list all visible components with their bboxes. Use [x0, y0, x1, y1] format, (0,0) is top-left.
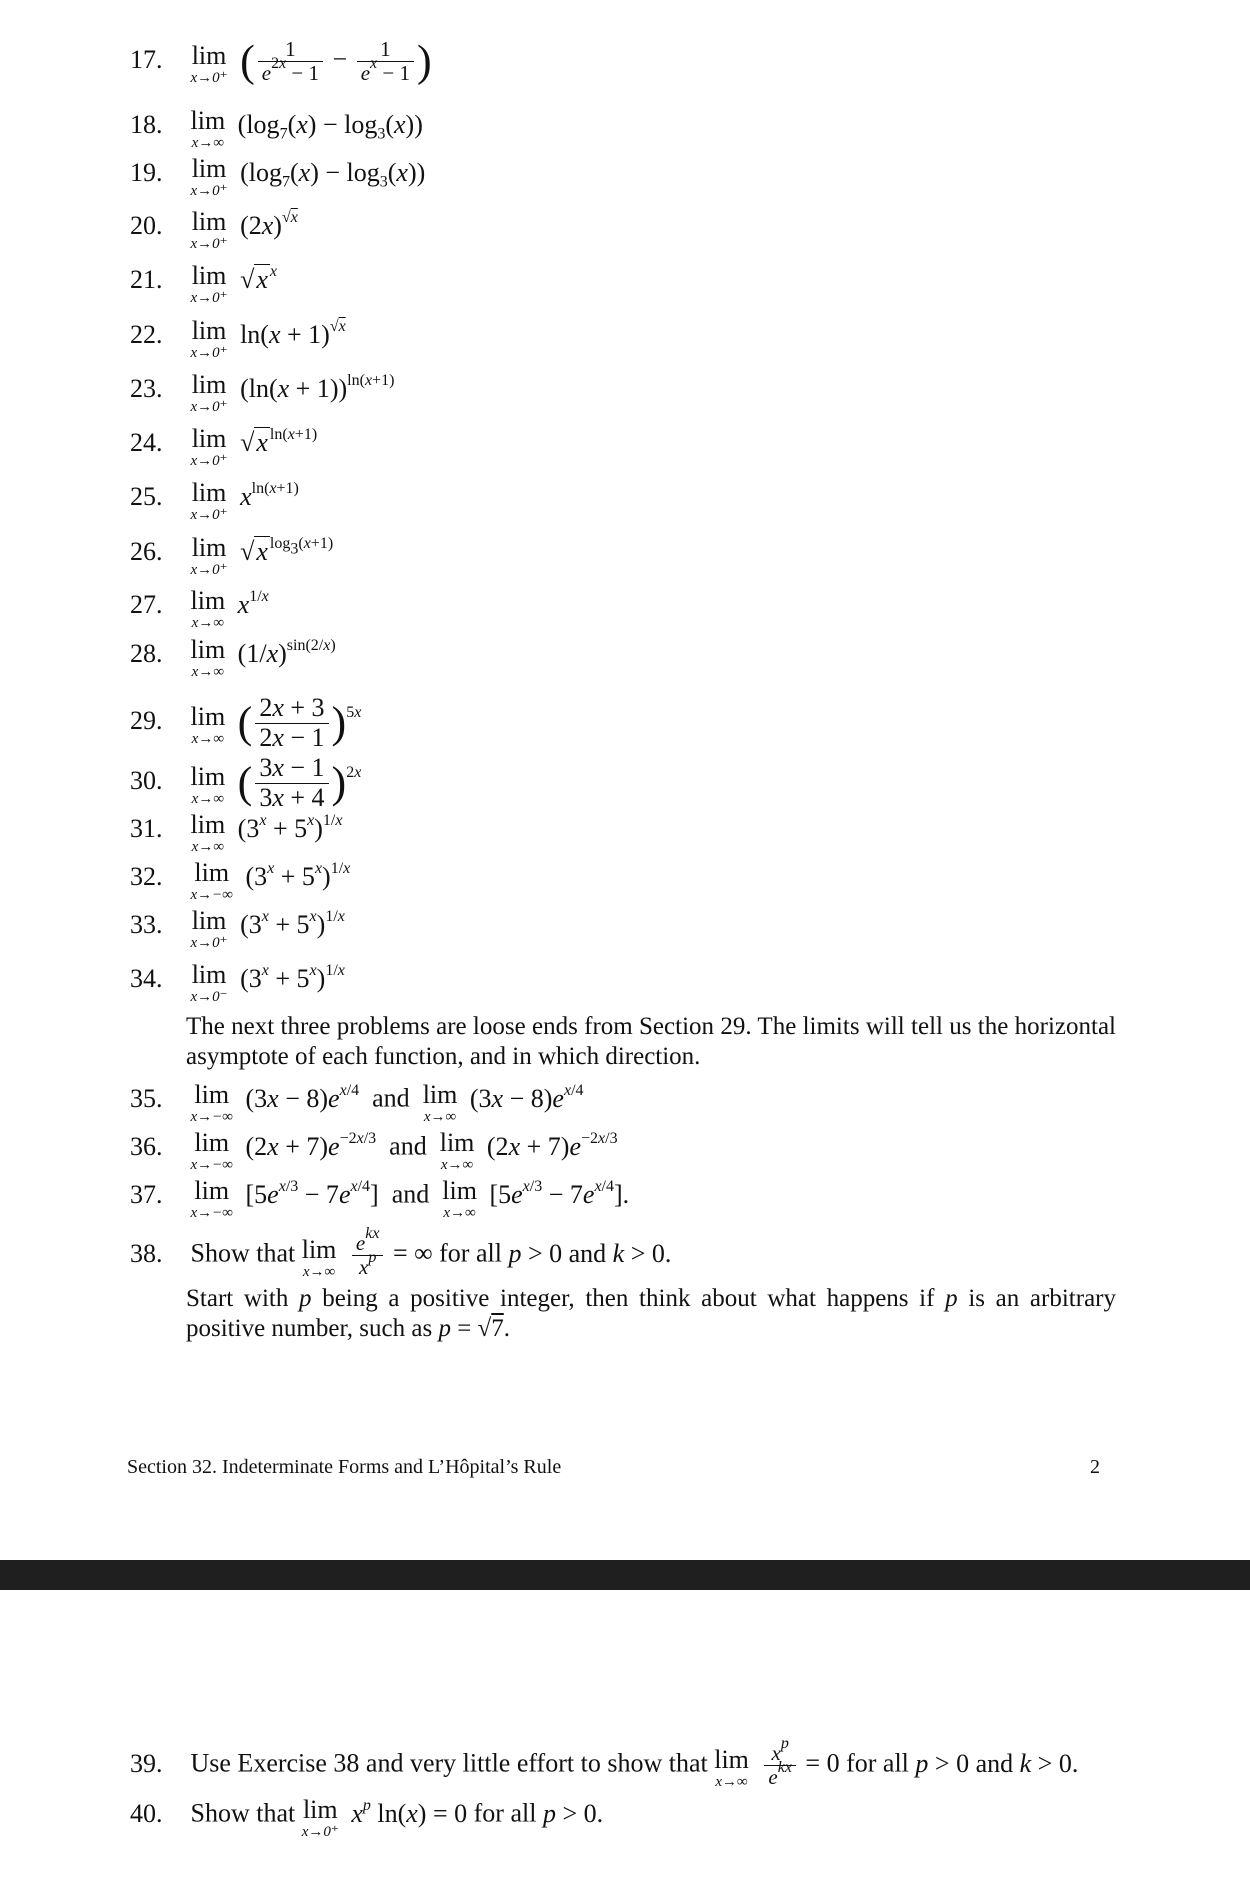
problem-number: 22. [130, 319, 163, 349]
section-footer: Section 32. Indeterminate Forms and L’Hôpital’s Rule [127, 1456, 562, 1478]
problem-20 [130, 209, 298, 252]
problem-33 [130, 908, 345, 951]
limit-operator: lim x→∞ [442, 1176, 477, 1221]
math-expression: $(3x - 8)e^{x/4}$ [469, 1081, 584, 1113]
limit-operator: lim x→0⁺ [190, 40, 228, 86]
page-separator [0, 1560, 1250, 1590]
problem-17 [130, 38, 432, 86]
problem-number: 33. [130, 909, 163, 939]
limit-operator: lim x→∞ [190, 106, 226, 151]
problem-number: 27. [130, 589, 163, 619]
problem-tail-text: for all [846, 1748, 909, 1778]
limit-operator: lim x→∞ [190, 586, 226, 631]
limit-operator: lim x→0⁺ [190, 906, 228, 951]
and-word: and [391, 1179, 430, 1209]
problem-number: 31. [130, 813, 163, 843]
math-expression: ( $\frac{3x - 1}{3x + 4}$ )$^{2x}$ [237, 753, 362, 812]
math-expression: √x $^{log_3(x+1)}$ [240, 534, 334, 566]
page-number: 2 [1090, 1456, 1100, 1478]
problem-number: 24. [130, 427, 163, 457]
problem-tail-text: for all [439, 1238, 502, 1268]
limit-operator: lim x→∞ [301, 1234, 337, 1280]
math-expression: $(3^x + 5^x)^{1/x}$ [237, 811, 343, 843]
limit-operator: lim x→0⁺ [190, 424, 228, 469]
problem-number: 30. [130, 766, 163, 796]
problem-21 [130, 263, 277, 306]
problem-number: 32. [130, 861, 163, 891]
limit-operator: lim x→0⁺ [190, 261, 228, 306]
page-bottom [0, 1590, 1250, 1886]
problem-lead-text: Show that [190, 1798, 296, 1828]
limit-operator: lim x→−∞ [190, 1176, 233, 1221]
math-condition: p > 0 and k > 0. [915, 1748, 1079, 1778]
limit-operator: lim x→∞ [190, 762, 226, 808]
problem-22 [130, 318, 346, 361]
limit-operator: lim x→∞ [714, 1744, 749, 1790]
math-expression: $(1/x)^{sin(2/x)}$ [237, 636, 336, 668]
math-expression: $(3^x + 5^x)^{1/x}$ [240, 961, 345, 993]
math-expression: $x^{1/x}$ [237, 587, 269, 619]
problem-28 [130, 637, 336, 680]
math-expression: $(3^x + 5^x)^{1/x}$ [240, 907, 345, 939]
math-expression: √x $^{ln(x+1)}$ [240, 425, 318, 457]
math-condition: p > 0. [542, 1798, 604, 1828]
math-expression: ( $\frac{1}{e^{2x} - 1}$ − $\frac{1}{e^x - 1}$ ) [240, 36, 432, 86]
and-word: and [389, 1131, 427, 1161]
problem-number: 37. [130, 1179, 163, 1209]
problem-number: 26. [130, 536, 163, 566]
math-expression: $(2x)^{√x}$ [240, 208, 298, 240]
and-word: and [372, 1083, 410, 1113]
math-condition: p > 0 and k > 0. [508, 1238, 672, 1268]
math-expression: √x $^x$ [240, 262, 278, 294]
math-expression: $\frac{e^{kx}}{x^p}$ = ∞ [349, 1232, 433, 1279]
problem-40 [130, 1797, 603, 1840]
math-expression: $(\log_7(x) - \log_3(x))$ [240, 157, 426, 191]
problem-number: 36. [130, 1131, 163, 1161]
loose-ends-paragraph: The next three problems are loose ends from Section 29. The limits will tell us the horizontal asymptote of each function, and in which direction. [186, 1013, 1116, 1070]
math-expression: $[5e^{x/3} - 7e^{x/4}]$. [489, 1177, 630, 1209]
limit-operator: lim x→0⁺ [190, 370, 228, 415]
problem-39 [130, 1735, 1079, 1790]
problem-number: 34. [130, 963, 163, 993]
limit-operator: lim x→0⁺ [190, 533, 228, 578]
problem-35 [130, 1082, 584, 1125]
math-expression: $(3^x + 5^x)^{1/x}$ [245, 859, 351, 891]
math-expression: $(\ln(x + 1))^{ln(x+1)}$ [240, 371, 395, 403]
limit-operator: lim x→∞ [190, 635, 226, 680]
problem-number: 29. [130, 706, 163, 736]
problem-27 [130, 588, 269, 631]
limit-operator: lim x→∞ [422, 1080, 458, 1125]
problem-number: 21. [130, 264, 163, 294]
math-expression: $\ln(x + 1)^{√x}$ [240, 317, 346, 349]
problem-26 [130, 535, 333, 578]
problem-lead-text: Use Exercise 38 and very little effort to show that [190, 1748, 708, 1778]
problem-30 [130, 754, 361, 812]
problem-38 [130, 1225, 672, 1280]
problem-number: 38. [130, 1238, 163, 1268]
problem-number: 39. [130, 1748, 163, 1778]
hint-38-paragraph: Start with p being a positive integer, then think about what happens if p is an arbitrary positive number, such as p = √7. [186, 1285, 1116, 1342]
math-expression: $[5e^{x/3} - 7e^{x/4}]$ [245, 1177, 379, 1209]
problem-23 [130, 372, 394, 415]
problem-37 [130, 1178, 629, 1221]
problem-tail-text: for all [473, 1798, 537, 1828]
limit-operator: lim x→−∞ [190, 1128, 233, 1173]
problem-number: 23. [130, 373, 163, 403]
limit-operator: lim x→∞ [190, 810, 226, 855]
math-expression: ( $\frac{2x + 3}{2x - 1}$ )$^{5x}$ [237, 693, 362, 752]
limit-operator: lim x→0⁺ [301, 1795, 339, 1840]
problem-number: 40. [130, 1798, 163, 1828]
problem-number: 28. [130, 638, 163, 668]
limit-operator: lim x→−∞ [190, 1080, 233, 1125]
problem-number: 18. [130, 109, 163, 139]
math-expression: $x^p$ ln(x) = 0 [351, 1796, 468, 1828]
problem-lead-text: Show that [190, 1238, 296, 1268]
math-expression: $(2x + 7)e^{-2x/3}$ [245, 1129, 377, 1161]
math-expression: $x^{ln(x+1)}$ [240, 479, 299, 511]
limit-operator: lim x→∞ [190, 702, 226, 748]
limit-operator: lim x→0⁻ [190, 960, 228, 1005]
math-expression: $(\log_7(x) - \log_3(x))$ [237, 109, 423, 143]
problem-number: 17. [130, 44, 163, 74]
problem-number: 20. [130, 210, 163, 240]
limit-operator: lim x→0⁺ [190, 478, 228, 523]
problem-number: 25. [130, 481, 163, 511]
problem-number: 19. [130, 157, 163, 187]
problem-32 [130, 860, 350, 903]
problem-36 [130, 1130, 618, 1173]
problem-31 [130, 812, 342, 855]
problem-34 [130, 962, 345, 1005]
math-expression: $\frac{x^p}{e^{kx}}$ = 0 [761, 1742, 839, 1789]
math-expression: $(3x - 8)e^{x/4}$ [245, 1081, 360, 1113]
problem-18 [130, 108, 423, 151]
limit-operator: lim x→∞ [439, 1128, 475, 1173]
problem-29 [130, 694, 361, 752]
problem-24 [130, 426, 317, 469]
math-expression: $(2x + 7)e^{-2x/3}$ [486, 1129, 618, 1161]
limit-operator: lim x→0⁺ [190, 207, 228, 252]
problem-number: 35. [130, 1083, 163, 1113]
limit-operator: lim x→0⁺ [190, 154, 228, 199]
limit-operator: lim x→0⁺ [190, 316, 228, 361]
limit-operator: lim x→−∞ [190, 858, 233, 903]
problem-19 [130, 156, 425, 199]
problem-25 [130, 480, 299, 523]
